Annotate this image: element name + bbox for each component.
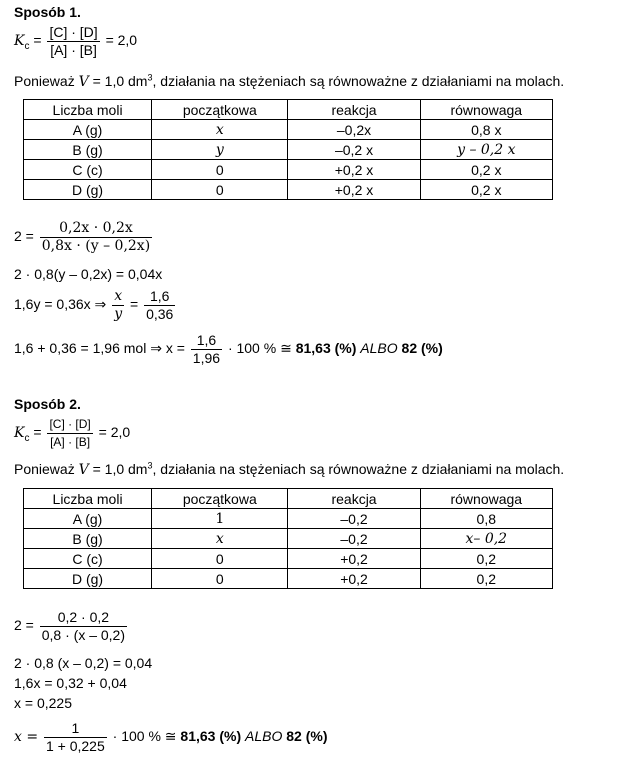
eq-fraction	[40, 609, 127, 644]
equation-1-4	[14, 332, 443, 367]
intro-post: , działania na stężeniach są równoważne z działaniami na molach.	[152, 73, 565, 89]
table-cell: 0,8 x	[420, 120, 552, 140]
table-cell: +0,2	[288, 549, 420, 569]
eq-mid: · 100 % ≅	[227, 340, 292, 357]
header-cell: początkowa	[152, 100, 288, 120]
eq-numerator: 0,2x · 0,2x	[40, 220, 152, 238]
kc-denominator: [A] · [B]	[50, 42, 97, 58]
table-cell: 0,2	[420, 569, 552, 589]
table-cell: +0,2 x	[288, 160, 420, 180]
table-row	[24, 529, 553, 549]
table-cell: y – 0,2 x	[420, 140, 552, 160]
intro-pre: Ponieważ	[14, 73, 79, 89]
kc-value: = 2,0	[98, 424, 131, 441]
table-cell: +0,2 x	[288, 180, 420, 200]
table-cell: 0	[152, 180, 288, 200]
eq-denominator: 1,96	[192, 350, 221, 366]
header-cell: Liczba moli	[24, 489, 152, 509]
eq-denominator: 0,8x · (y – 0,2x)	[41, 238, 151, 254]
table-cell: B (g)	[24, 529, 152, 549]
eq-result: 81,63 (%)	[295, 340, 357, 357]
header-cell: równowaga	[420, 100, 552, 120]
table-cell: 0,2	[420, 549, 552, 569]
table-cell: x	[152, 529, 288, 549]
table-row	[24, 549, 553, 569]
kc-subscript: c	[24, 433, 30, 444]
table-cell: –0,2	[288, 529, 420, 549]
table-row	[24, 120, 553, 140]
table-cell: 0	[152, 160, 288, 180]
eq-lhs: 2 =	[14, 617, 34, 634]
table-cell: 0,2 x	[420, 180, 552, 200]
table-row	[24, 569, 553, 589]
eq-result-alt: 82 (%)	[401, 340, 443, 357]
eq-fraction	[144, 288, 175, 323]
eq-albo: ALBO	[245, 728, 283, 745]
intro-v: V	[78, 74, 89, 90]
table-cell: A (g)	[24, 120, 152, 140]
kc-fraction	[47, 24, 99, 59]
header-cell: reakcja	[288, 489, 420, 509]
kc-subscript: c	[24, 41, 30, 52]
table-cell: C (c)	[24, 160, 152, 180]
intro-v: V	[78, 462, 89, 478]
table-header-row	[24, 489, 553, 509]
equation-1-2: 2 · 0,8(y – 0,2x) = 0,04x	[14, 266, 163, 282]
eq-fraction	[44, 720, 107, 755]
section-2-heading: Sposób 2.	[14, 396, 81, 412]
table-cell: D (g)	[24, 180, 152, 200]
equation-1-1	[14, 220, 154, 255]
header-cell: reakcja	[288, 100, 420, 120]
equation-2-2: 2 · 0,8 (x – 0,2) = 0,04	[14, 655, 153, 671]
mole-table-2	[23, 488, 553, 589]
mole-table-1	[23, 99, 553, 200]
eq-denominator: 0,8 · (x – 0,2)	[41, 627, 126, 643]
kc-expression-2: $K_c$ = $\frac{[C] \cdot [D]}{[A] \cdot [B]}$ = 2,0	[14, 417, 131, 449]
intro-sup: 3	[147, 460, 153, 471]
table-cell: C (c)	[24, 549, 152, 569]
table-cell: –0,2x	[288, 120, 420, 140]
header-cell: początkowa	[152, 489, 288, 509]
table-cell: 0,2 x	[420, 160, 552, 180]
table-cell: 0	[152, 569, 288, 589]
eq-numerator: 0,2 · 0,2	[40, 609, 127, 627]
eq-denominator: y	[114, 306, 123, 322]
kc-value: = 2,0	[105, 32, 138, 49]
table-row	[24, 509, 553, 529]
equation-2-5	[14, 720, 327, 755]
kc-symbol: K	[14, 33, 25, 50]
eq-fraction	[191, 332, 222, 367]
table-row	[24, 160, 553, 180]
table-cell: –0,2 x	[288, 140, 420, 160]
intro-text-1	[14, 72, 564, 91]
eq-lhs: 1,6 + 0,36 = 1,96 mol ⇒ x =	[14, 340, 185, 357]
table-cell: 0,8	[420, 509, 552, 529]
eq-denominator: 0,36	[146, 306, 174, 322]
intro-pre: Ponieważ	[14, 461, 79, 477]
header-cell: równowaga	[420, 489, 552, 509]
kc-symbol: K	[14, 425, 25, 442]
eq-lhs: 1,6y = 0,36x ⇒	[14, 296, 107, 313]
eq-denominator: 1 + 0,225	[45, 738, 105, 754]
kc-denominator: [A] · [B]	[50, 435, 91, 449]
table-row	[24, 140, 553, 160]
intro-sup: 3	[147, 72, 153, 83]
equation-2-1	[14, 609, 129, 644]
table-cell: 0	[152, 549, 288, 569]
kc-numerator: [C] · [D]	[47, 416, 92, 434]
table-cell: 1	[152, 509, 288, 529]
intro-post: , działania na stężeniach są równoważne z działaniami na molach.	[152, 461, 565, 477]
eq-result: 81,63 (%)	[180, 728, 242, 745]
table-cell: A (g)	[24, 509, 152, 529]
header-cell: Liczba moli	[24, 100, 152, 120]
eq-lhs: x =	[14, 729, 39, 746]
equation-1-3	[14, 288, 177, 323]
table-cell: +0,2	[288, 569, 420, 589]
eq-fraction	[112, 288, 124, 323]
table-cell: B (g)	[24, 140, 152, 160]
intro-mid: = 1,0 dm	[88, 73, 148, 89]
eq-result-alt: 82 (%)	[286, 728, 328, 745]
intro-mid: = 1,0 dm	[88, 461, 148, 477]
table-header-row	[24, 100, 553, 120]
kc-expression-1: $K_c$ = $\frac{[C] \cdot [D]}{[A] \cdot [B]}$ = 2,0	[14, 24, 138, 58]
section-1-heading: Sposób 1.	[14, 4, 81, 20]
eq-fraction	[40, 220, 152, 255]
eq-lhs: 2 =	[14, 228, 34, 245]
table-cell: x	[152, 120, 288, 140]
kc-fraction	[47, 416, 92, 451]
table-cell: –0,2	[288, 509, 420, 529]
eq-numerator: 1	[44, 720, 107, 738]
table-row	[24, 180, 553, 200]
eq-numerator: x	[112, 288, 124, 306]
table-cell: y	[152, 140, 288, 160]
kc-numerator: [C] · [D]	[49, 24, 98, 40]
equation-2-3: 1,6x = 0,32 + 0,04	[14, 675, 127, 691]
eq-numerator: 1,6	[144, 288, 175, 306]
eq-mid: · 100 % ≅	[112, 728, 177, 745]
eq-numerator: 1,6	[191, 332, 222, 350]
intro-text-2	[14, 460, 564, 479]
eq-equals: =	[130, 296, 139, 313]
eq-albo: ALBO	[360, 340, 398, 357]
table-cell: x– 0,2	[420, 529, 552, 549]
table-cell: D (g)	[24, 569, 152, 589]
equation-2-4: x = 0,225	[14, 695, 72, 711]
